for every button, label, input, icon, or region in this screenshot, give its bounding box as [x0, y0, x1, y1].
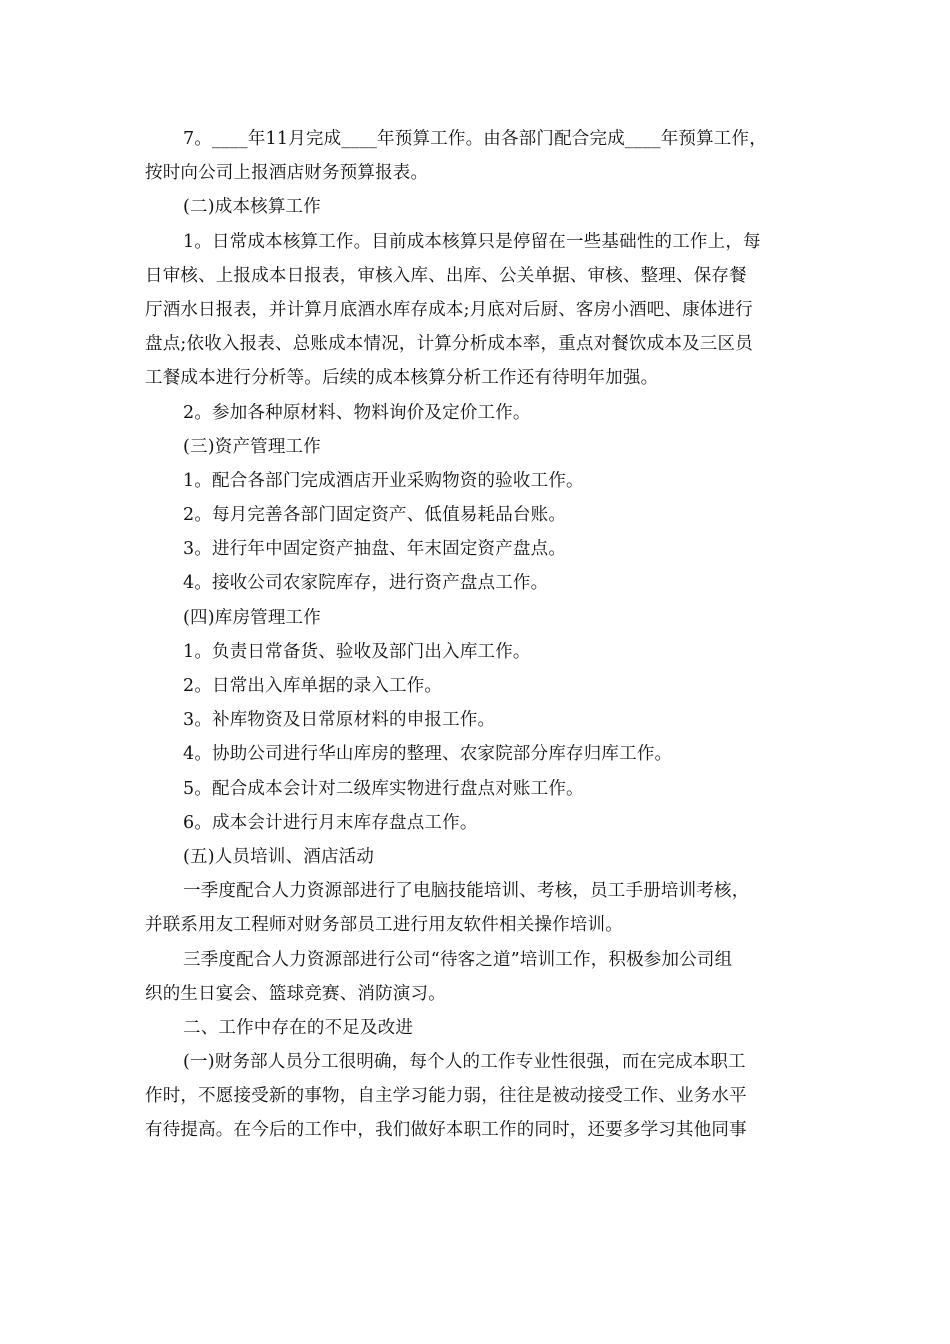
text-line: 1。负责日常备货、验收及部门出入库工作。: [183, 641, 531, 662]
text-line: 7。____年11月完成____年预算工作。由各部门配合完成____年预算工作，: [183, 129, 767, 149]
text-line: (三)资产管理工作: [183, 436, 321, 457]
text-line: 织的生日宴会、篮球竞赛、消防演习。: [145, 983, 446, 1004]
text-line: 6。成本会计进行月末库存盘点工作。: [183, 812, 478, 833]
text-line: 作时，不愿接受新的事物，自主学习能力弱，往往是被动接受工作、业务水平: [145, 1086, 747, 1107]
text-line: 5。配合成本会计对二级库实物进行盘点对账工作。: [183, 778, 584, 799]
text-line: 3。进行年中固定资产抽盘、年末固定资产盘点。: [183, 539, 567, 560]
text-line: (二)成本核算工作: [183, 197, 321, 218]
text-line: 2。日常出入库单据的录入工作。: [183, 676, 443, 696]
text-line: 二、工作中存在的不足及改进: [183, 1017, 414, 1038]
text-line: 按时向公司上报酒店财务预算报表。: [145, 163, 429, 184]
text-line: 并联系用友工程师对财务部员工进行用友软件相关操作培训。: [145, 915, 623, 936]
text-line: 4。协助公司进行华山库房的整理、农家院部分库存归库工作。: [183, 744, 673, 765]
text-line: 厅酒水日报表，并计算月底酒水库存成本;月底对后厨、客房小酒吧、康体进行: [145, 299, 753, 320]
text-line: 4。接收公司农家院库存，进行资产盘点工作。: [183, 573, 549, 594]
text-line: 一季度配合人力资源部进行了电脑技能培训、考核，员工手册培训考核，: [183, 881, 750, 902]
text-line: 3。补库物资及日常原材料的申报工作。: [183, 710, 496, 731]
text-line: 2。每月完善各部门固定资产、低值易耗品台账。: [183, 505, 567, 526]
text-line: (一)财务部人员分工很明确，每个人的工作专业性很强，而在完成本职工: [183, 1052, 746, 1073]
text-line: 1。配合各部门完成酒店开业采购物资的验收工作。: [183, 470, 584, 491]
text-line: 工餐成本进行分析等。后续的成本核算分析工作还有待明年加强。: [145, 368, 659, 389]
text-line: 2。参加各种原材料、物料询价及定价工作。: [183, 402, 531, 423]
text-line: 1。日常成本核算工作。目前成本核算只是停留在一些基础性的工作上，每: [183, 231, 761, 252]
text-line: 盘点;依收入报表、总账成本情况，计算分析成本率，重点对餐饮成本及三区员: [145, 334, 753, 355]
text-line: 三季度配合人力资源部进行公司“待客之道”培训工作，积极参加公司组: [183, 949, 733, 970]
text-line: (五)人员培训、酒店活动: [183, 846, 375, 867]
text-line: (四)库房管理工作: [183, 607, 321, 628]
text-line: 有待提高。在今后的工作中，我们做好本职工作的同时，还要多学习其他同事: [145, 1120, 747, 1141]
document-page: [145, 122, 805, 1148]
text-line: 日审核、上报成本日报表，审核入库、出库、公关单据、审核、整理、保存餐: [145, 265, 747, 286]
